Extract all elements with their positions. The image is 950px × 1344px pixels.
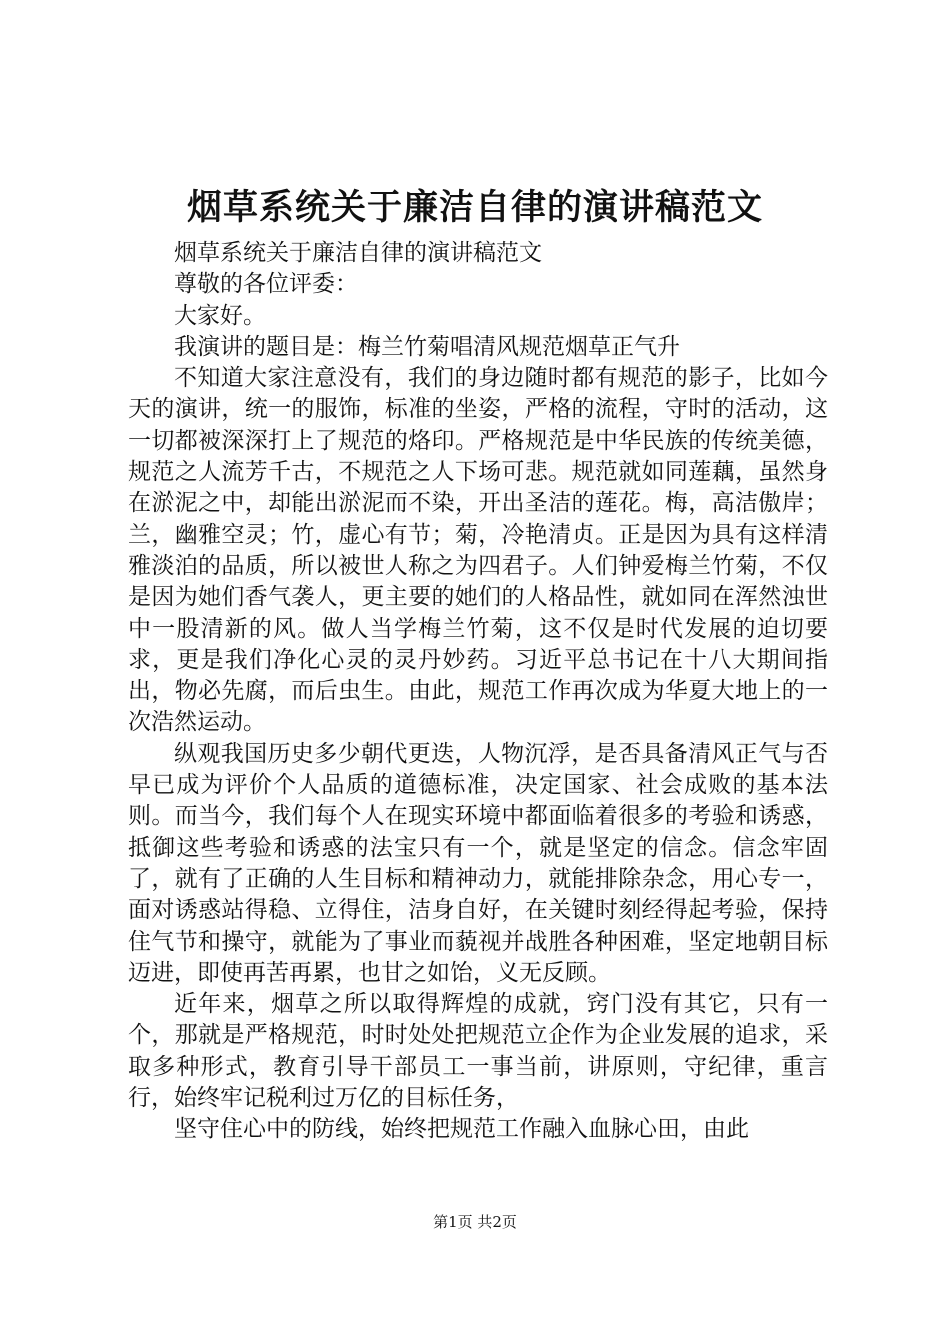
document-title: 烟草系统关于廉洁自律的演讲稿范文 bbox=[186, 187, 763, 228]
paragraph-body-2: 纵观我国历史多少朝代更迭，人物沉浮，是否具备清风正气与否早已成为评价个人品质的道德标准，决定国家、社会成败的基本法则。而当今，我们每个人在现实环境中都面临着很多的考验和诱惑，抵御这些考验和诱惑的法宝只有一个，就是坚定的信念。信念牢固了，就有了正确的人生目标和精神动力，就能排除杂念，用心专一，面对诱惑站得稳、立得住，洁身自好，在关键时刻经得起考验，保持住气节和操守，就能为了事业而藐视并战胜各种困难，坚定地朝目标迈进，即使再苦再累，也甘之如饴，义无反顾。 bbox=[128, 740, 828, 986]
paragraph-body-4: 坚守住心中的防线，始终把规范工作融入血脉心田，由此 bbox=[174, 1116, 749, 1143]
document-body bbox=[128, 238, 828, 1146]
paragraph-topic: 我演讲的题目是：梅兰竹菊唱清风规范烟草正气升 bbox=[174, 333, 680, 360]
page-footer: 第1页 共2页 bbox=[433, 1213, 517, 1231]
paragraph-salutation: 尊敬的各位评委： bbox=[174, 271, 358, 298]
paragraph-subtitle: 烟草系统关于廉洁自律的演讲稿范文 bbox=[174, 240, 542, 266]
paragraph-body-1: 不知道大家注意没有，我们的身边随时都有规范的影子，比如今天的演讲，统一的服饰，标准的坐姿，严格的流程，守时的活动，这一切都被深深打上了规范的烙印。严格规范是中华民族的传统美德，规范之人流芳千古，不规范之人下场可悲。规范就如同莲藕，虽然身在淤泥之中，却能出淤泥而不染，开出圣洁的莲花。梅，高洁傲岸；兰，幽雅空灵；竹，虚心有节；菊，冷艳清贞。正是因为具有这样清雅淡泊的品质，所以被世人称之为四君子。人们钟爱梅兰竹菊，不仅是因为她们香气袭人，更主要的她们的人格品性，就如同在浑然浊世中一股清新的风。做人当学梅兰竹菊，这不仅是时代发展的迫切要求，更是我们净化心灵的灵丹妙药。习近平总书记在十八大期间指出，物必先腐，而后虫生。由此，规范工作再次成为华夏大地上的一次浩然运动。 bbox=[128, 365, 828, 736]
paragraph-body-3: 近年来，烟草之所以取得辉煌的成就，窍门没有其它，只有一个，那就是严格规范，时时处处把规范立企作为企业发展的追求，采取多种形式，教育引导干部员工一事当前，讲原则，守纪律，重言行，始终牢记税利过万亿的目标任务， bbox=[128, 991, 828, 1112]
paragraph-greeting: 大家好。 bbox=[174, 302, 266, 329]
